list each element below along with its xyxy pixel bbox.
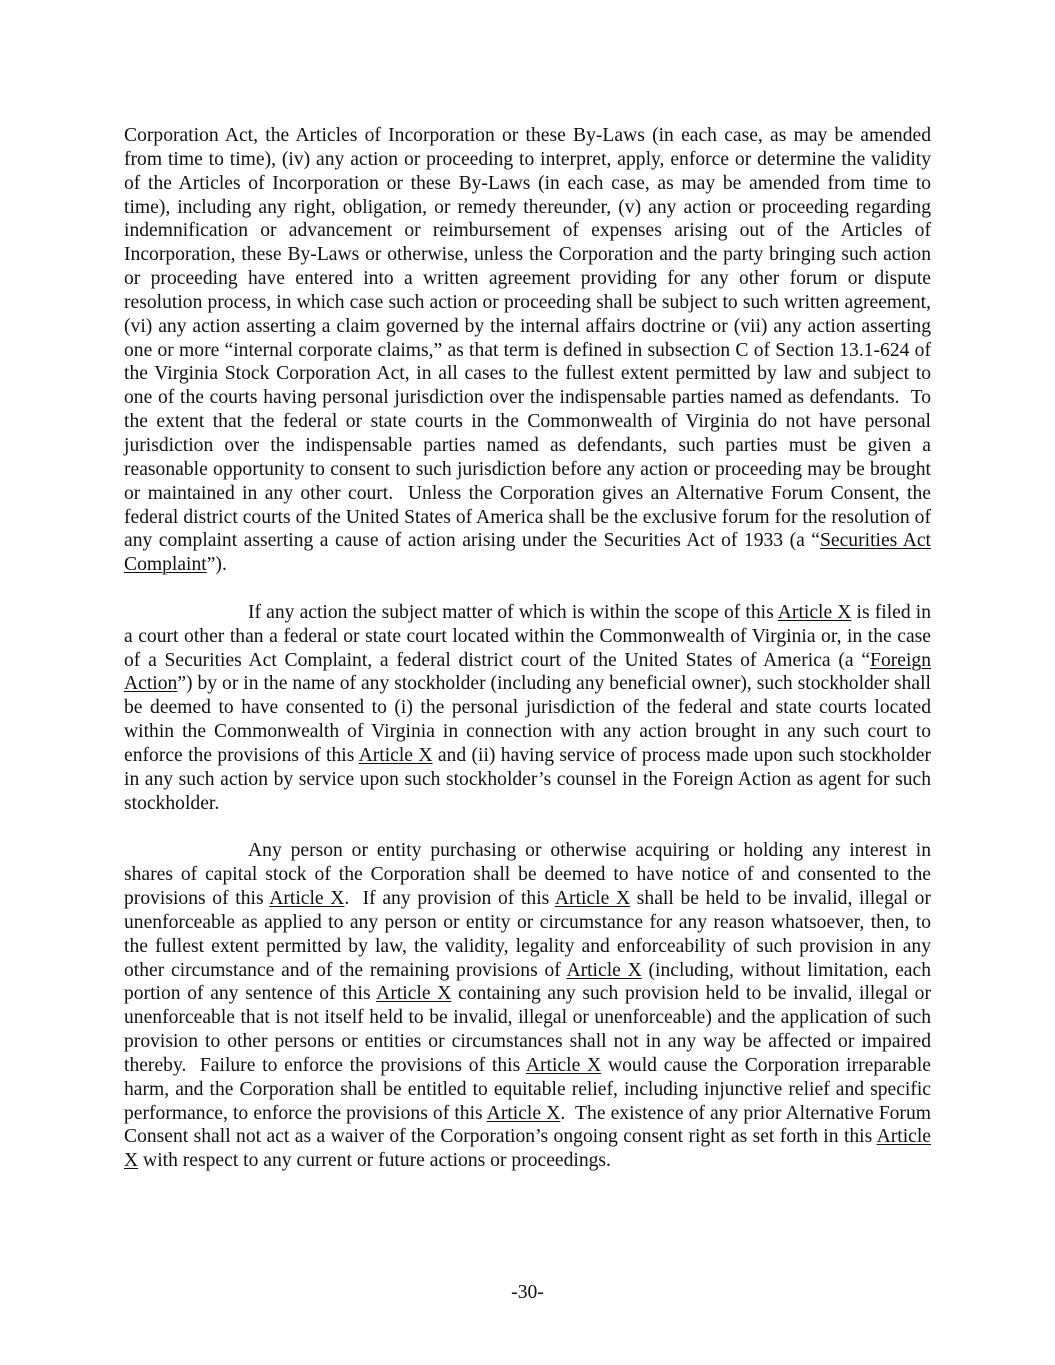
defined-term: Foreign Action [124, 649, 931, 695]
article-reference: Article X [566, 959, 642, 981]
document-body [124, 124, 931, 1173]
paragraph-text: with respect to any current or future actions or proceedings. [138, 1150, 611, 1172]
paragraph-text: containing any such provision held to be invalid, illegal or unenforceable that is not itself held to be invalid, illegal or unenforceable) and the application of such provision to other persons or entities or circumstances shall not in any way be affected or impaired thereby. Failure to enforce the provisions of this [124, 983, 931, 1076]
article-reference: Article X [777, 601, 852, 623]
paragraph-text: . The existence of any prior Alternative Forum Consent shall not act as a waiver of the Corporation’s ongoing consent right as set forth in this [124, 1102, 931, 1148]
paragraph-text: ”) by or in the name of any stockholder (including any beneficial owner), such stockholder shall be deemed to have consented to (i) the personal jurisdiction of the federal and state courts located within the Commonwealth of Virginia in connection with any action brought in any such court to enforce the provisions of this [124, 673, 931, 766]
article-reference: Article X [486, 1102, 561, 1124]
paragraph-text: would cause the Corporation irreparable harm, and the Corporation shall be entitled to equitable relief, including injunctive relief and specific performance, to enforce the provisions of this [124, 1054, 931, 1124]
paragraph-text: Corporation Act, the Articles of Incorporation or these By-Laws (in each case, as may be amended from time to time), (iv) any action or proceeding to interpret, apply, enforce or determine the validity of the Articles of Incorporation or these By-Laws (in each case, as may be amended from time to time), including any right, obligation, or remedy thereunder, (v) any action or proceeding regarding indemnification or advancement or reimbursement of expenses arising out of the Articles of Incorporation, these By-Laws or otherwise, unless the Corporation and the party bringing such action or proceeding have entered into a written agreement providing for any other forum or dispute resolution process, in which case such action or proceeding shall be subject to such written agreement, (vi) any action asserting a claim governed by the internal affairs doctrine or (vii) any action asserting one or more “internal corporate claims,” as that term is defined in subsection C of Section 13.1-624 of the Virginia Stock Corporation Act, in all cases to the fullest extent permitted by law and subject to one of the courts having personal jurisdiction over the indispensable parties named as defendants. To the extent that the federal or state courts in the Commonwealth of Virginia do not have personal jurisdiction over the indispensable parties named as defendants, such parties must be given a reasonable opportunity to consent to such jurisdiction before any action or proceeding may be brought or maintained in any other court. Unless the Corporation gives an Alternative Forum Consent, the federal district courts of the United States of America shall be the exclusive forum for the resolution of any complaint asserting a cause of action arising under the Securities Act of 1933 (a “ [124, 125, 931, 552]
paragraph-text: (including, without limitation, each portion of any sentence of this [124, 959, 931, 1005]
paragraph-text: and (ii) having service of process made upon such stockholder in any such action by service upon such stockholder’s counsel in the Foreign Action as agent for such stockholder. [124, 744, 931, 814]
paragraph-text: is filed in a court other than a federal or state court located within the Commonwealth of Virginia or, in the case of a Securities Act Complaint, a federal district court of the United States of America (a “ [124, 601, 931, 671]
article-reference: Article X [554, 888, 631, 909]
paragraph-text: . If any provision of this [344, 888, 555, 909]
paragraph-notice-and-consent [124, 839, 931, 1173]
paragraph-text: shall be held to be invalid, illegal or unenforceable as applied to any person or entity or circumstance for any reason whatsoever, then, to the fullest extent permitted by law, the validity, legality and enforceability of such provision in any other circumstance and of the remaining provisions of [124, 888, 931, 981]
paragraph-text: ”). [206, 554, 227, 576]
article-reference: Article X [525, 1054, 602, 1076]
paragraph-text: Any person or entity purchasing or otherwise acquiring or holding any interest in shares of capital stock of the Corporation shall be deemed to have notice of and consented to the provisions of this [124, 840, 931, 909]
page-number: -30- [511, 1282, 544, 1303]
paragraph-foreign-action [124, 601, 931, 816]
article-reference: Article X [358, 744, 433, 766]
paragraph-text: If any action the subject matter of which is within the scope of this [248, 601, 778, 623]
article-reference: Article X [376, 983, 452, 1005]
article-reference: Article X [124, 1126, 931, 1172]
article-reference: Article X [269, 888, 345, 909]
defined-term: Securities Act Complaint [124, 530, 931, 576]
paragraph-forum-selection-continued [124, 124, 931, 577]
